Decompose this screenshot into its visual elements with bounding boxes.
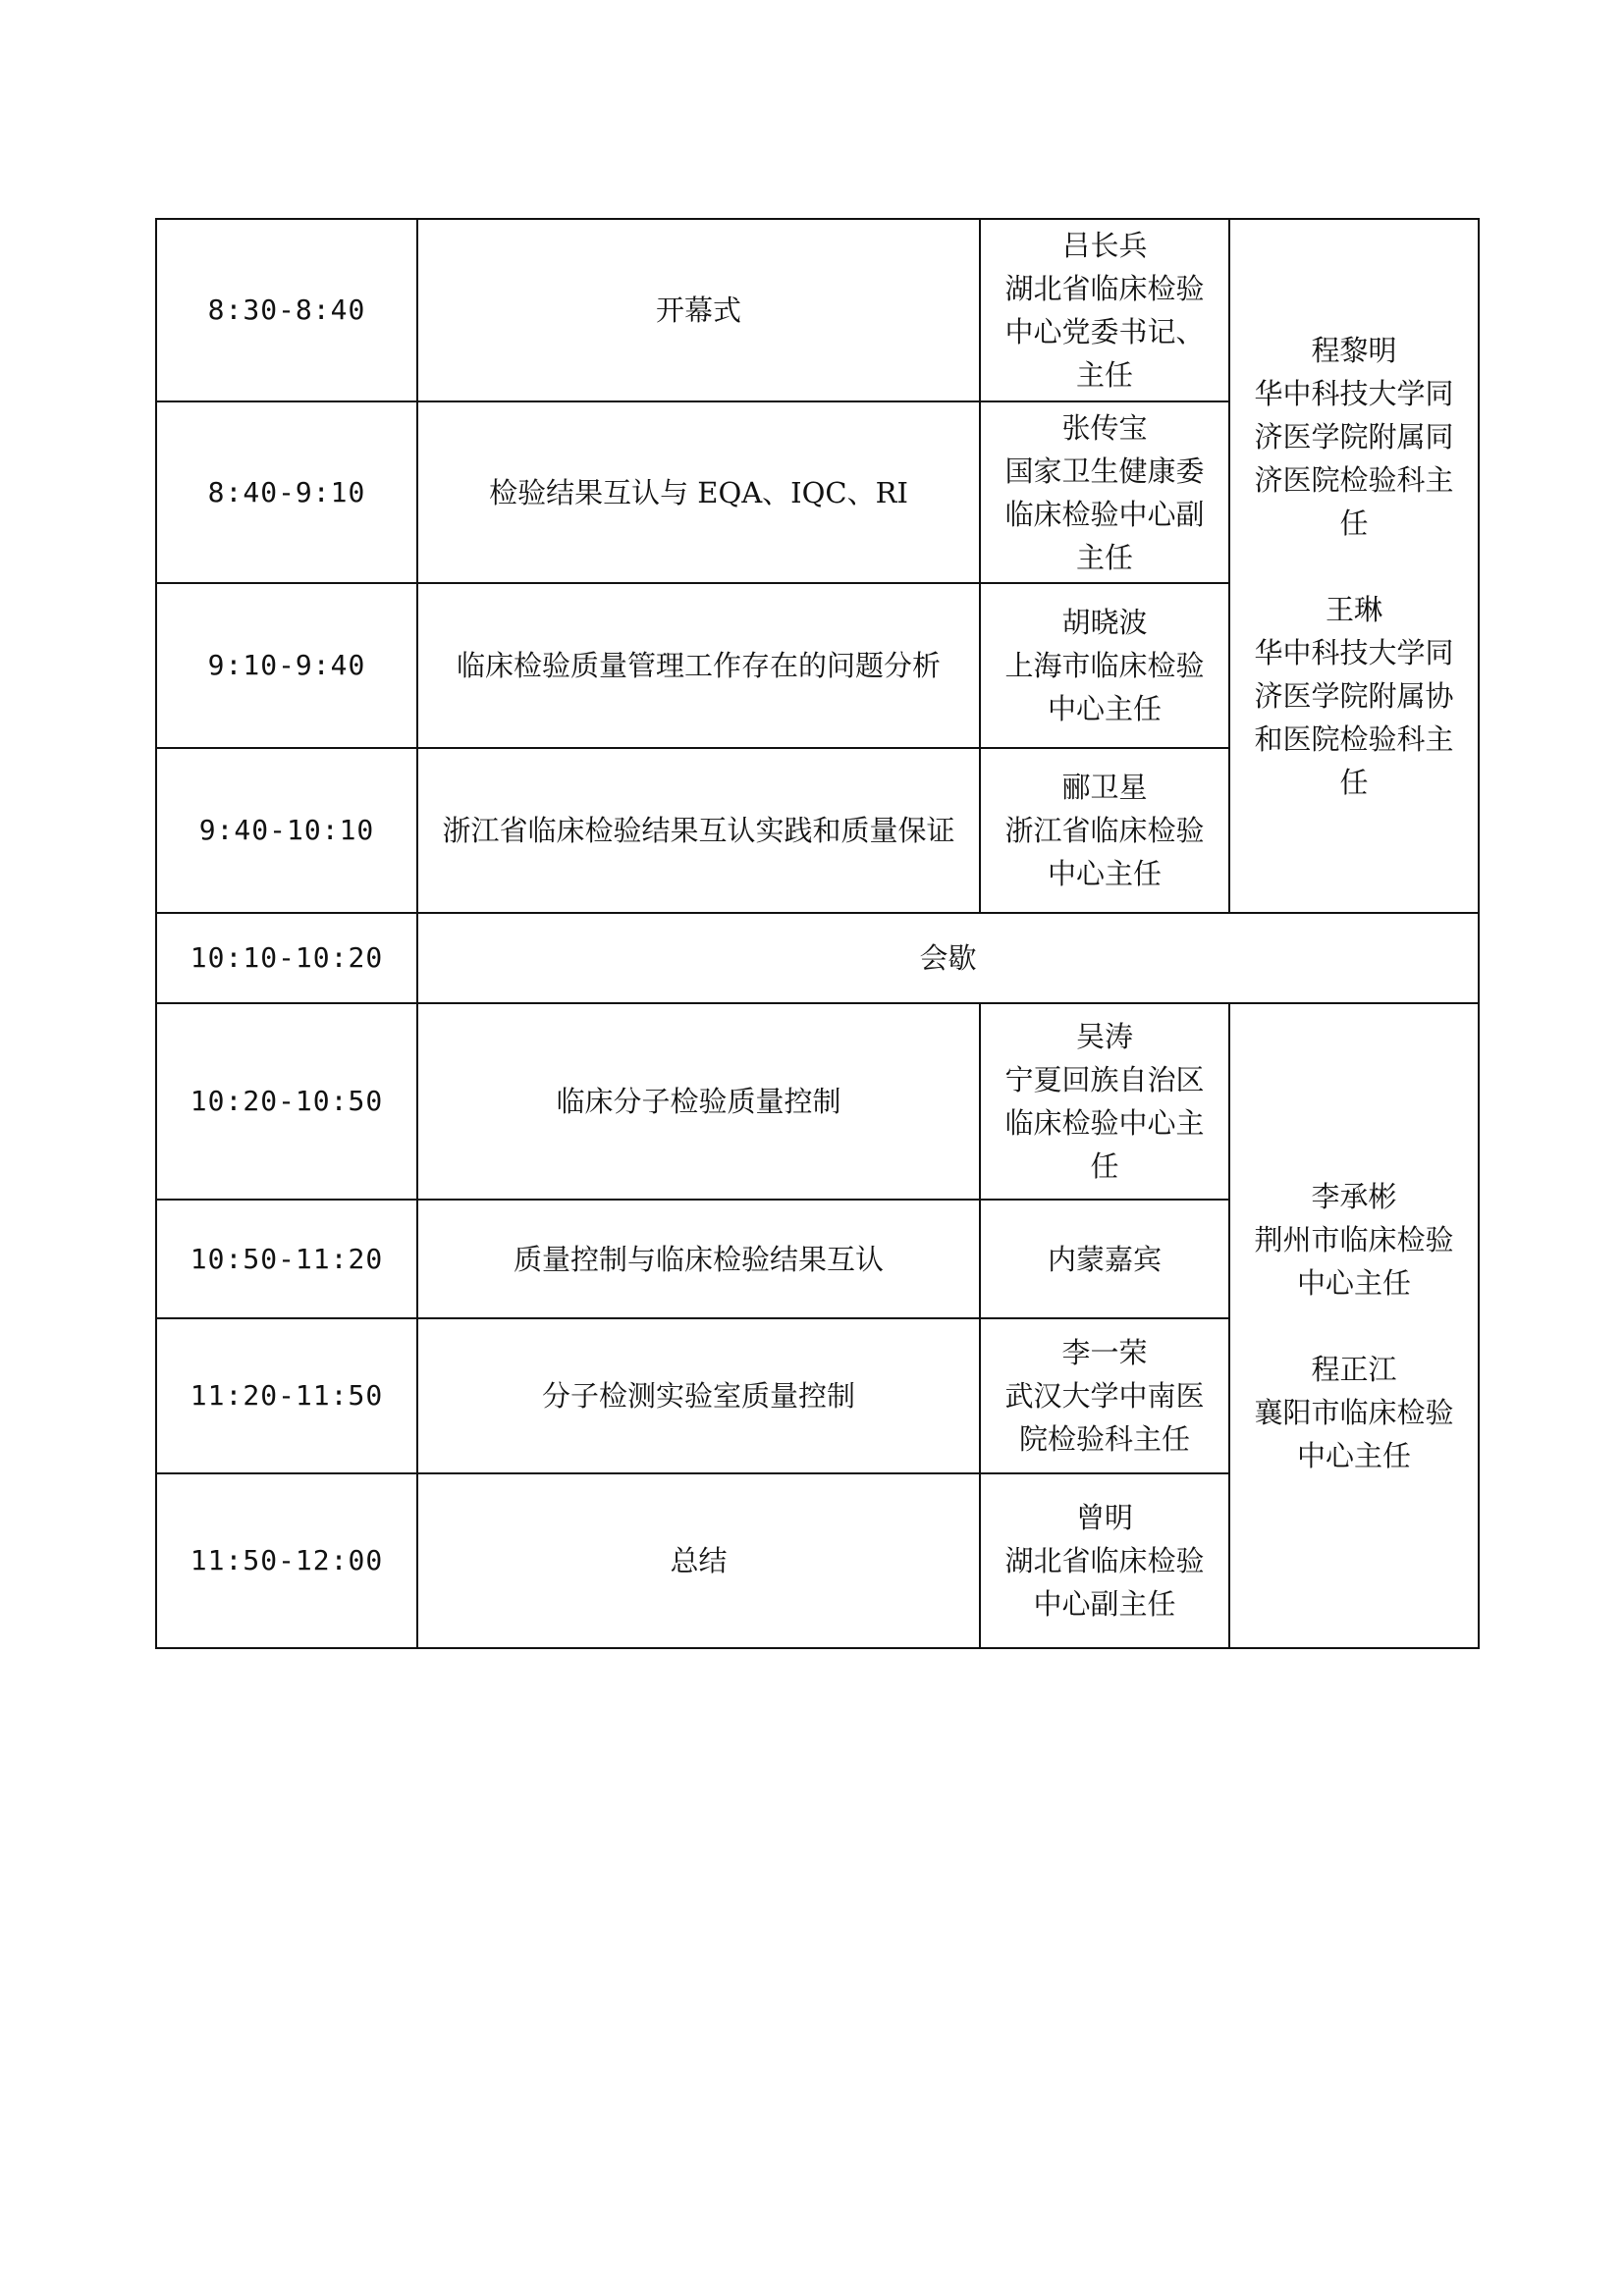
speaker-title-line: 中心党委书记、 <box>1004 315 1205 348</box>
host-title-line: 襄阳市临床检验 <box>1254 1395 1454 1429</box>
speaker-title-line: 宁夏回族自治区 <box>1004 1063 1205 1096</box>
host-name: 程黎明 <box>1311 333 1397 367</box>
time-cell: 11:50-12:00 <box>156 1473 417 1648</box>
topic-cell: 临床分子检验质量控制 <box>417 1003 980 1200</box>
topic-cell: 临床检验质量管理工作存在的问题分析 <box>417 583 980 748</box>
host-name: 程正江 <box>1311 1352 1397 1386</box>
speaker-title-line: 主任 <box>1075 358 1133 392</box>
speaker-title-line: 中心主任 <box>1047 857 1162 890</box>
table-row <box>156 219 1479 401</box>
speaker-title-line: 临床检验中心主 <box>1004 1106 1205 1140</box>
topic-cell: 浙江省临床检验结果互认实践和质量保证 <box>417 748 980 913</box>
host-entry <box>1242 1175 1466 1305</box>
host-name: 李承彬 <box>1311 1179 1397 1213</box>
speaker-title-line: 主任 <box>1075 540 1133 574</box>
time-cell: 10:10-10:20 <box>156 913 417 1003</box>
host-title-line: 华中科技大学同 <box>1254 376 1454 410</box>
host-entry <box>1242 588 1466 804</box>
speaker-name: 郦卫星 <box>1061 771 1148 804</box>
host-entry <box>1242 329 1466 545</box>
host-spacer <box>1242 545 1466 588</box>
time-cell: 10:20-10:50 <box>156 1003 417 1200</box>
speaker-name: 胡晓波 <box>1061 606 1148 639</box>
speaker-cell <box>980 583 1229 748</box>
speaker-title-line: 临床检验中心副 <box>1004 497 1205 531</box>
host-title-line: 任 <box>1339 506 1369 540</box>
speaker-title-line: 湖北省临床检验 <box>1004 272 1205 305</box>
speaker-title-line: 院检验科主任 <box>1018 1422 1190 1456</box>
time-cell: 8:40-9:10 <box>156 401 417 583</box>
speaker-title-line: 中心副主任 <box>1033 1587 1176 1621</box>
speaker-title-line: 国家卫生健康委 <box>1004 454 1205 488</box>
host-title-line: 华中科技大学同 <box>1254 635 1454 669</box>
topic-cell: 检验结果互认与 EQA、IQC、RI <box>417 401 980 583</box>
speaker-cell <box>980 1318 1229 1473</box>
time-cell: 10:50-11:20 <box>156 1200 417 1318</box>
speaker-name: 内蒙嘉宾 <box>1047 1242 1162 1276</box>
host-title-line: 济医院检验科主 <box>1254 462 1454 497</box>
speaker-title-line: 武汉大学中南医 <box>1004 1379 1205 1413</box>
time-cell: 8:30-8:40 <box>156 219 417 401</box>
speaker-cell <box>980 1473 1229 1648</box>
host-title-line: 荆州市临床检验 <box>1254 1222 1454 1256</box>
speaker-cell <box>980 219 1229 401</box>
break-label: 会歇 <box>417 913 1479 1003</box>
speaker-title-line: 中心主任 <box>1047 692 1162 725</box>
speaker-name: 张传宝 <box>1061 410 1148 445</box>
speaker-cell <box>980 1003 1229 1200</box>
speaker-title-line: 上海市临床检验 <box>1004 649 1205 682</box>
speaker-title-line: 湖北省临床检验 <box>1004 1544 1205 1577</box>
table-row <box>156 1003 1479 1200</box>
break-row <box>156 913 1479 1003</box>
host-spacer <box>1242 1305 1466 1348</box>
speaker-cell <box>980 748 1229 913</box>
host-title-line: 和医院检验科主 <box>1254 721 1454 756</box>
speaker-name: 吕长兵 <box>1061 229 1148 262</box>
speaker-title-line: 浙江省临床检验 <box>1004 814 1205 847</box>
host-title-line: 中心主任 <box>1296 1438 1411 1472</box>
time-cell: 11:20-11:50 <box>156 1318 417 1473</box>
time-cell: 9:40-10:10 <box>156 748 417 913</box>
host-cell-session-1 <box>1229 219 1479 913</box>
topic-cell: 分子检测实验室质量控制 <box>417 1318 980 1473</box>
speaker-title-line: 任 <box>1090 1149 1119 1183</box>
topic-cell: 质量控制与临床检验结果互认 <box>417 1200 980 1318</box>
host-cell-session-2 <box>1229 1003 1479 1648</box>
host-entry <box>1242 1348 1466 1477</box>
host-title-line: 济医学院附属协 <box>1254 678 1454 713</box>
time-cell: 9:10-9:40 <box>156 583 417 748</box>
speaker-cell <box>980 1200 1229 1318</box>
speaker-name: 吴涛 <box>1075 1020 1133 1053</box>
topic-cell: 总结 <box>417 1473 980 1648</box>
host-title-line: 任 <box>1339 765 1369 799</box>
topic-cell: 开幕式 <box>417 219 980 401</box>
speaker-name: 李一荣 <box>1061 1336 1148 1369</box>
speaker-cell <box>980 401 1229 583</box>
host-title-line: 济医学院附属同 <box>1254 419 1454 454</box>
schedule-table <box>155 218 1480 1649</box>
host-name: 王琳 <box>1325 592 1382 626</box>
speaker-name: 曾明 <box>1075 1501 1133 1534</box>
host-title-line: 中心主任 <box>1296 1265 1411 1300</box>
